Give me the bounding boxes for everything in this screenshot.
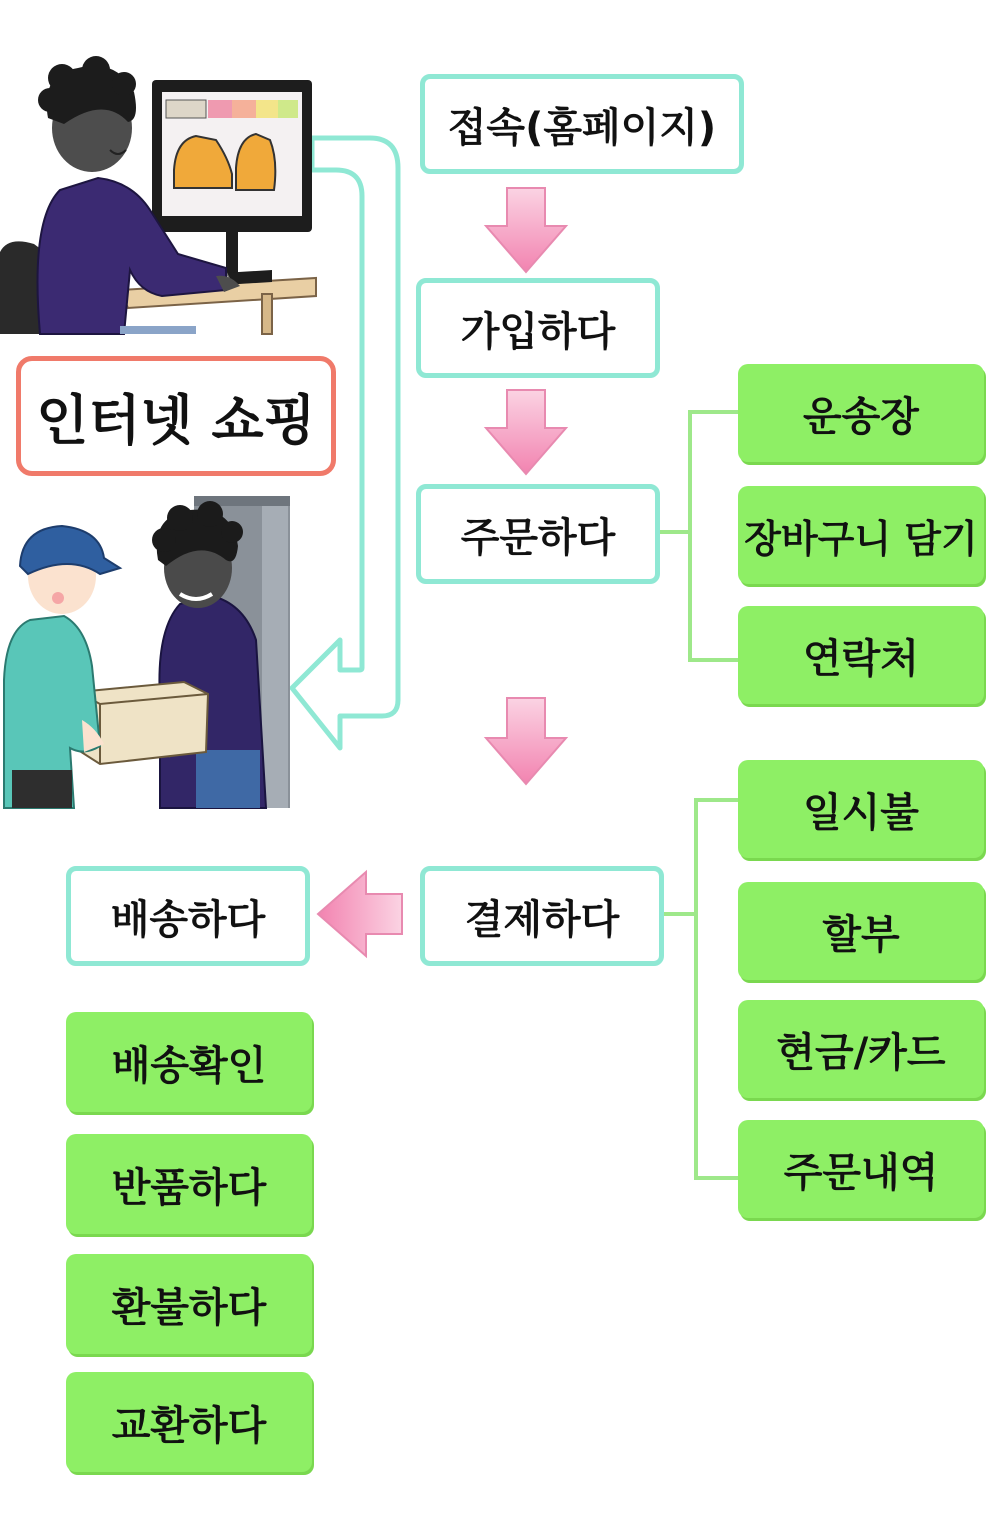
delivery-item: 교환하다: [66, 1372, 312, 1472]
delivery-item: 환불하다: [66, 1254, 312, 1354]
step-order-label: 주문하다: [460, 514, 616, 561]
step-signup: [416, 278, 660, 378]
step-signup-label: 가입하다: [460, 308, 616, 355]
payment-item: 할부: [738, 882, 984, 980]
step-delivery: [66, 866, 310, 966]
order-item: 운송장: [738, 364, 984, 462]
payment-item: 현금/카드: [738, 1000, 984, 1098]
order-item: 장바구니 담기: [738, 486, 984, 584]
step-payment: [420, 866, 664, 966]
step-delivery-label: 배송하다: [110, 896, 266, 943]
step-access-label: 접속(홈페이지): [447, 104, 717, 151]
step-access: [420, 74, 744, 174]
delivery-item: 배송확인: [66, 1012, 312, 1112]
step-order: [416, 484, 660, 584]
delivery-person-icon: [4, 526, 120, 808]
page-title-box: [16, 356, 336, 476]
step-payment-label: 결제하다: [464, 896, 620, 943]
payment-item: 주문내역: [738, 1120, 984, 1218]
order-item: 연락처: [738, 606, 984, 704]
payment-item: 일시불: [738, 760, 984, 858]
delivery-item: 반품하다: [66, 1134, 312, 1234]
page-title: 인터넷 쇼핑: [36, 388, 316, 452]
